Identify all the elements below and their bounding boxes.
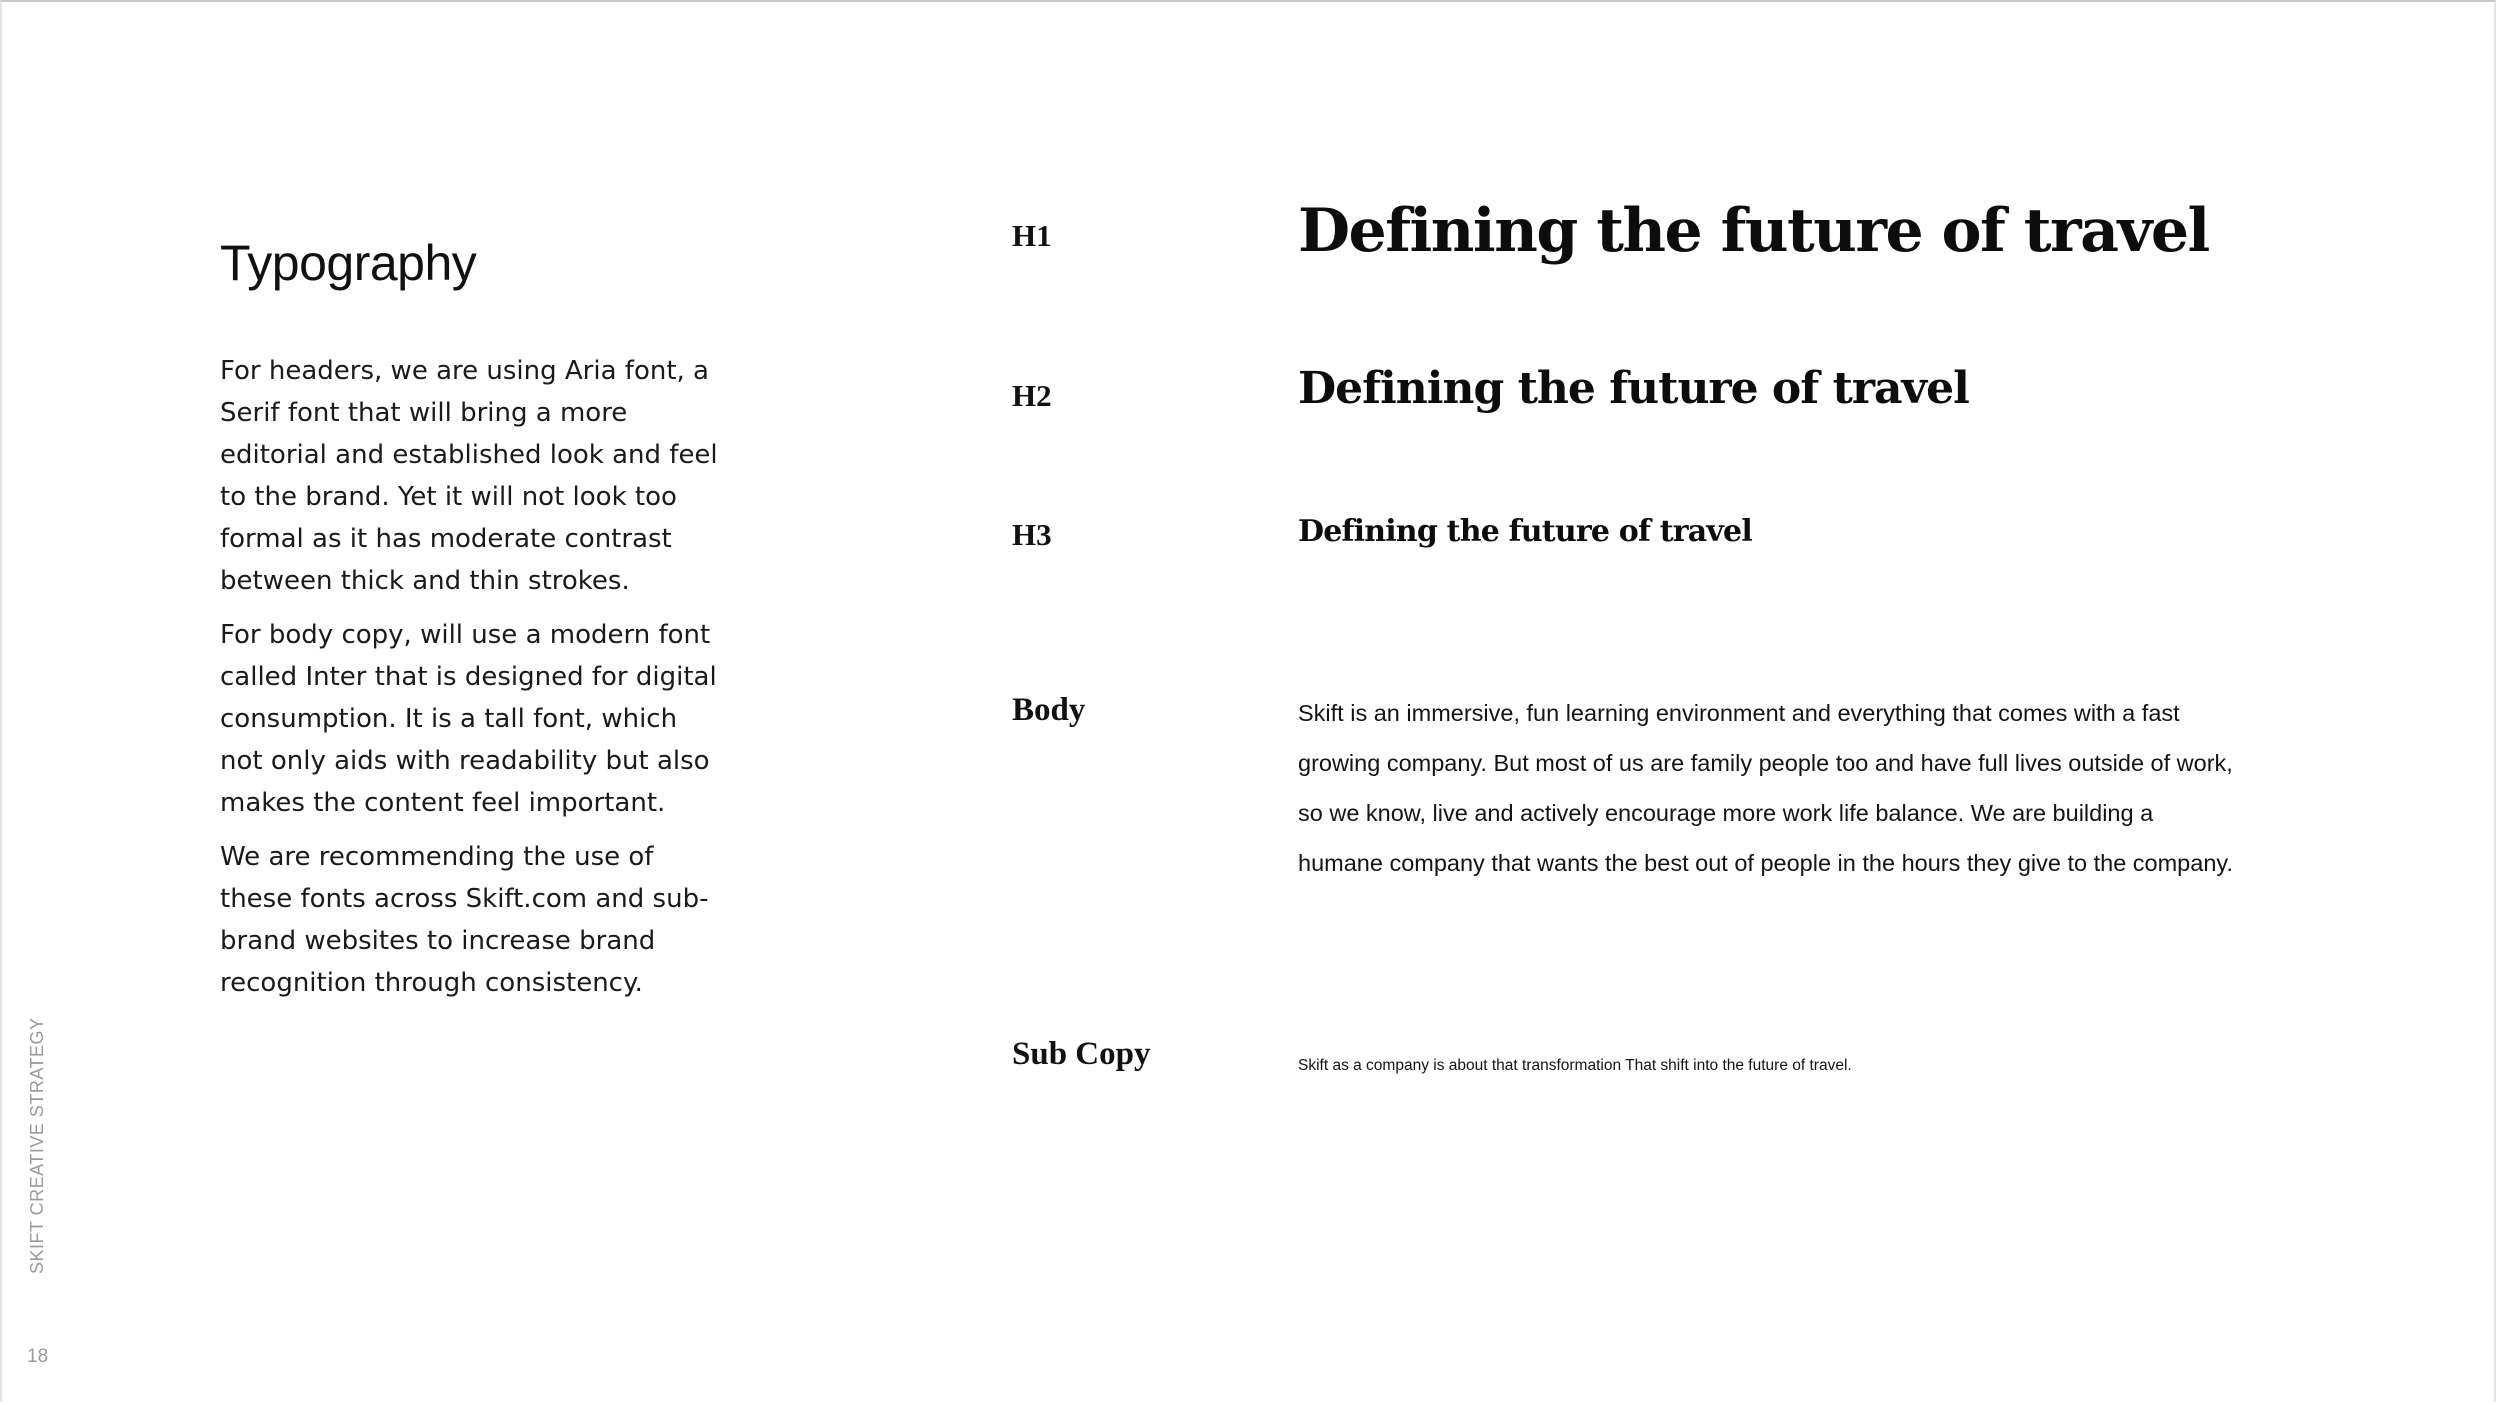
body-sample: Skift is an immersive, fun learning environment and everything that comes with a fast growing company. But most of us are family people too and have full lives outside of work, so we know, live and actively encourage more work life balance. We are building a humane company that wants the best out of people in the hours they give to the company. [1298,700,2233,876]
h3-sample: Defining the future of travel [1298,514,1752,549]
side-label: SKIFT CREATIVE STRATEGY [27,1017,47,1274]
intro-paragraph-headers: For headers, we are using Aria font, a Serif font that will bring a more editorial and established look and feel to the brand. Yet it will not look too formal as it has moderate contrast between thick and thin strokes. [220,356,718,596]
h1-label: H1 [1012,218,1052,253]
intro-text [220,350,720,1016]
h3-label: H3 [1012,517,1052,552]
h2-label: H2 [1012,378,1052,413]
intro-paragraph-consistency: We are recommending the use of these fonts across Skift.com and sub-brand websites to increase brand recognition through consistency. [220,842,709,998]
page-title: Typography [220,235,477,291]
body-label: Body [1012,692,1086,728]
h1-sample: Defining the future of travel [1298,196,2209,266]
h2-sample: Defining the future of travel [1298,363,1969,414]
sub-copy-sample: Skift as a company is about that transformation That shift into the future of travel. [1298,1057,1852,1074]
sub-copy-label: Sub Copy [1012,1036,1151,1072]
intro-paragraph-body: For body copy, will use a modern font called Inter that is designed for digital consumption. It is a tall font, which not only aids with readability but also makes the content feel important. [220,620,717,818]
page-number: 18 [27,1346,49,1367]
